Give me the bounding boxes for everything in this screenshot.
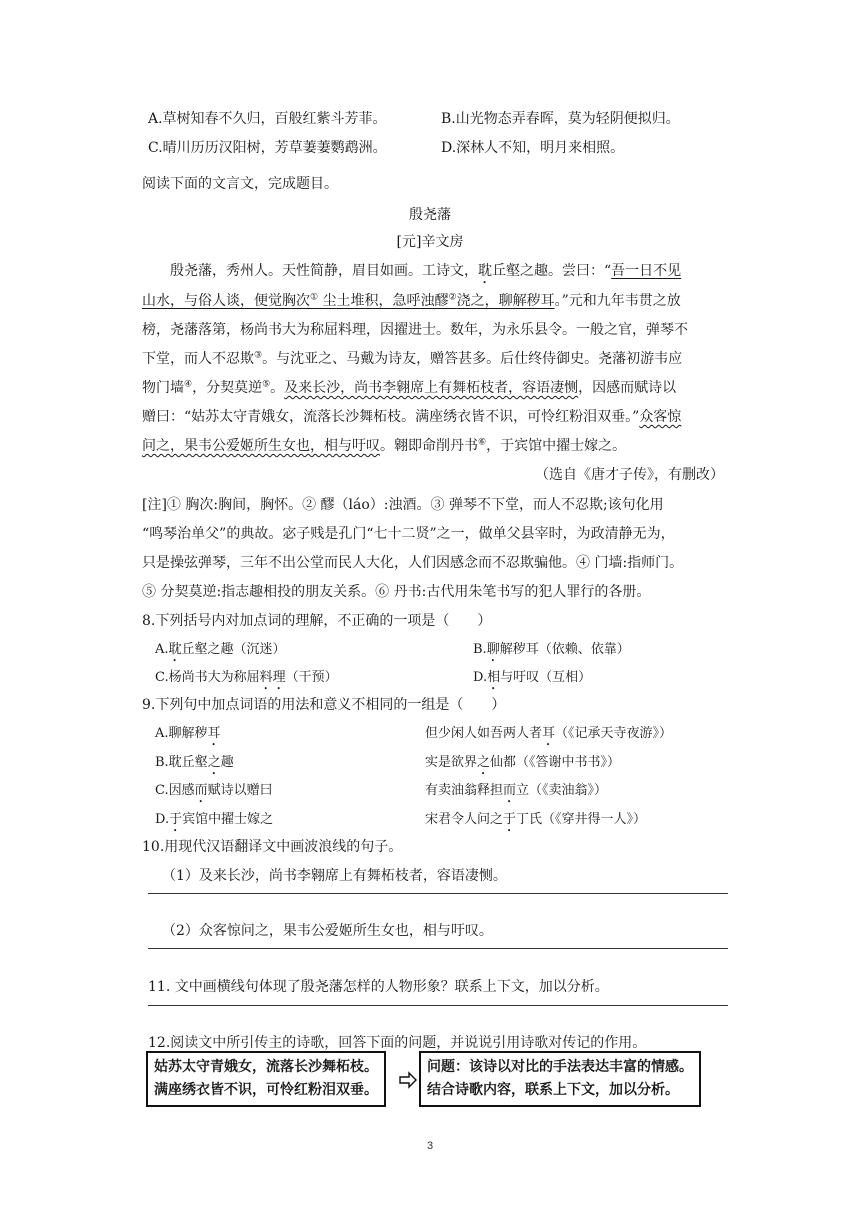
q8-option-d: D.相与吁叹（互相） xyxy=(473,670,592,685)
q12-stem: 12.阅读文中所引传主的诗歌，回答下面的问题，并说说引用诗歌对传记的作用。 xyxy=(148,1035,647,1051)
q9-option-a-left: A.聊解秽耳 xyxy=(155,726,221,741)
q9-option-c-right: 有卖油翁释担而立（《卖油翁》） xyxy=(425,783,608,798)
q9-option-a-right: 但少闲人如吾两人者耳（《记承天寺夜游》） xyxy=(425,726,673,741)
note-line-4: ⑤ 分契莫逆:指志趣相投的朋友关系。⑥ 丹书:古代用朱笔书写的犯人罪行的各册。 xyxy=(142,584,651,600)
arrow-right-icon xyxy=(399,1071,417,1089)
passage-title: 殷尧藩 xyxy=(409,207,451,223)
passage-line-5: 物门墙④，分契莫逆⑤。及来长沙，尚书李翱席上有舞柘枝者，容语凄恻，因感而赋诗以 xyxy=(142,379,677,396)
q9-option-b-left: B.耽丘壑之趣 xyxy=(155,755,234,770)
choice-b: B.山光物态弄春晖，莫为轻阴便拟归。 xyxy=(441,111,680,127)
note-line-1: [注]① 胸次:胸间，胸怀。② 醪（láo）:浊酒。③ 弹琴不下堂，而人不忍欺;该句化用 xyxy=(142,497,664,513)
poem-box: 姑苏太守青娥女，流落长沙舞柘枝。 满座绣衣皆不识，可怜红粉泪双垂。 xyxy=(146,1051,386,1107)
q9-option-c-left: C.因感而赋诗以赠曰 xyxy=(155,783,273,798)
passage-line-1: 殷尧藩，秀州人。天性简静，眉目如画。工诗文，耽丘壑之趣。尝曰：“吾一日不见 xyxy=(170,263,682,279)
reading-instruction: 阅读下面的文言文，完成题目。 xyxy=(142,176,338,192)
answer-line[interactable] xyxy=(148,893,728,894)
passage-line-2: 山水，与俗人谈，便觉胸次① 尘土堆积，急呼浊醪②浇之，聊解秽耳。”元和九年韦贯之放 xyxy=(142,292,681,309)
passage-line-3: 榜，尧藩落第，杨尚书大为称屈料理，因擢进士。数年，为永乐县令。一般之官，弹琴不 xyxy=(142,322,688,338)
q10-stem: 10.用现代汉语翻译文中画波浪线的句子。 xyxy=(142,839,403,855)
q10-sentence-1: （1）及来长沙，尚书李翱席上有舞柘枝者，容语凄恻。 xyxy=(162,868,507,884)
note-line-2: “鸣琴治单父”的典故。宓子贱是孔门“七十二贤”之一，做单父县宰时，为政清静无为， xyxy=(142,526,675,542)
q9-option-b-right: 实是欲界之仙都（《答谢中书书》） xyxy=(425,755,621,770)
passage-author: [元]辛文房 xyxy=(396,234,464,250)
page-number: 3 xyxy=(426,1140,434,1152)
q9-stem: 9.下列句中加点词语的用法和意义不相同的一组是（ ） xyxy=(142,697,506,713)
passage-source: （选自《唐才子传》，有删改） xyxy=(535,467,724,483)
choice-c: C.晴川历历汉阳树，芳草萋萋鹦鹉洲。 xyxy=(148,140,387,156)
q8-option-a: A.耽丘壑之趣（沉迷） xyxy=(155,642,286,657)
answer-line[interactable] xyxy=(148,1005,728,1006)
note-line-3: 只是操弦弹琴，三年不出公堂而民人大化，人们因感念而不忍欺骗他。④ 门墙:指师门。 xyxy=(142,555,684,571)
q10-sentence-2: （2）众客惊问之，果韦公爱姬所生女也，相与吁叹。 xyxy=(162,923,493,939)
q8-stem: 8.下列括号内对加点词的理解，不正确的一项是（ ） xyxy=(142,613,492,629)
q9-option-d-right: 宋君令人问之于丁氏（《穿井得一人》） xyxy=(425,812,647,827)
q9-option-d-left: D.于宾馆中擢士嫁之 xyxy=(155,812,274,827)
question-box: 问题：该诗以对比的手法表达丰富的情感。 结合诗歌内容，联系上下文，加以分析。 xyxy=(419,1051,701,1107)
choice-a: A.草树知春不久归，百般红紫斗芳菲。 xyxy=(148,111,387,127)
passage-line-6: 赠曰：“姑苏太守青娥女，流落长沙舞柘枝。满座绣衣皆不识，可怜红粉泪双垂。”众客惊 xyxy=(142,409,682,425)
q11-stem: 11. 文中画横线句体现了殷尧藩怎样的人物形象？联系上下文，加以分析。 xyxy=(148,979,609,995)
passage-line-7: 问之，果韦公爱姬所生女也，相与吁叹。翱即命削丹书⑥，于宾馆中擢士嫁之。 xyxy=(142,437,627,454)
answer-line[interactable] xyxy=(148,948,728,949)
choice-d: D.深林人不知，明月来相照。 xyxy=(441,140,625,156)
q8-option-b: B.聊解秽耳（依赖、依靠） xyxy=(473,642,630,657)
q8-option-c: C.杨尚书大为称屈料理（干预） xyxy=(155,670,338,685)
passage-line-4: 下堂，而人不忍欺③。与沈亚之、马戴为诗友，赠答甚多。后仕终侍御史。尧藩初游韦应 xyxy=(142,350,683,367)
